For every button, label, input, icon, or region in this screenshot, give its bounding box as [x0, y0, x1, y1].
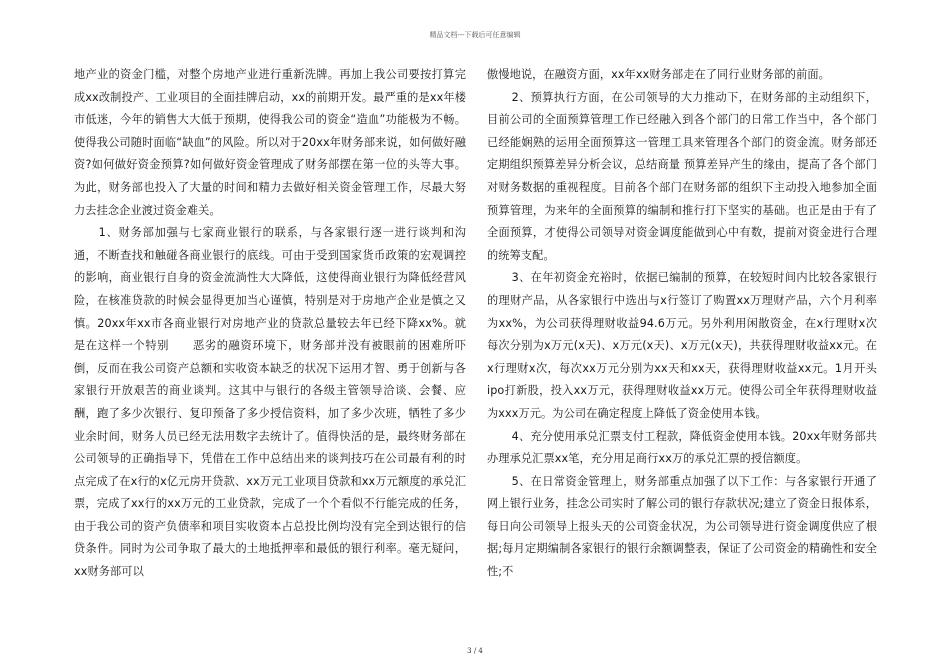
left-column: [74, 64, 466, 584]
page-number: 3 / 4: [467, 647, 483, 655]
right-column: [487, 64, 877, 584]
paragraph: 1、财务部加强与七家商业银行的联系，与各家银行逐一进行谈判和沟通，不断查找和触碰各商业银行的底线。可由于受到国家货币政策的宏观调控的影响，商业银行自身的资金流淌性大大降低，这使得商业银行为降低经营风险，在核准贷款的时候会显得更加当心谨慎，特别是对于房地产企业是慎之又慎。20xx年xx市各商业银行对房地产业的贷款总量较去年已经下降xx%。就是在这样一个特别 恶劣的融资环境下，财务部并没有被眼前的困难所吓倒，反而在我公司资产总额和实收资本缺乏的状况下运用才智、勇于创新与各家银行开放艰苦的商业谈判。这其中与银行的各级主管领导洽谈、会餐、应酬，跑了多少次银行、复印预备了多少授信资料，加了多少次班，牺牲了多少业余时间，财务人员已经无法用数字去统计了。值得快活的是，最终财务部在公司领导的正确指导下，凭借在工作中总结出来的谈判技巧在公司最有利的时点完成了在x行的x亿元房开贷款、xx万元工业项目贷款和xx万元额度的承兑汇票，完成了xx行的xx万元的工业贷款，完成了一个个看似不行能完成的任务，由于我公司的资产负债率和项目实收资本占总投比例均没有完全到达银行的信贷条件。同时为公司争取了最大的土地抵押率和最低的银行利率。毫无疑问，xx财务部可以: [74, 226, 466, 579]
paragraph: 地产业的资金门槛，对整个房地产业进行重新洗牌。再加上我公司要按打算完成xx改制投产、工业项目的全面挂牌启动，xx的前期开发。最严重的是xx年楼市低迷，今年的销售大大低于预期，使得我公司的资金“造血”功能极为不畅。使得我公司随时面临“缺血”的风险。所以对于20xx年财务部来说，如何做好融资?如何做好资金预算?如何做好资金管理成了财务部摆在第一位的头等大事。为此，财务部也投入了大量的时间和精力去做好相关资金管理工作，尽最大努力去挂念企业渡过资金难关。: [74, 68, 466, 217]
paragraph: 2、预算执行方面，在公司领导的大力推动下，在财务部的主动组织下，目前公司的全面预算管理工作已经融入到各个部门的日常工作当中，各个部门已经能娴熟的运用全面预算这一管理工具来管理各个部门的资金流。财务部还定期组织预算差异分析会议，总结商量 预算差异产生的缘由，提高了各个部门对财务数据的重视程度。目前各个部门在财务部的组织下主动投入地参加全面预算管理，为来年的全面预算的编制和推行打下坚实的基础。也正是由于有了全面预算，才使得公司领导对资金调度能做到心中有数，提前对资金进行合理的统筹支配。: [487, 90, 877, 262]
page-header: 精品文档---下载后可任意编辑: [429, 31, 521, 39]
paragraph: 3、在年初资金充裕时，依据已编制的预算，在较短时间内比较各家银行的理财产品，从各家银行中选出与x行签订了购置xx万理财产品，六个月利率为xx%，为公司获得理财收益94.6万元。另外利用闲散资金，在x行理财x次每次分别为x万元(x天)、x万元(x天)、x万元(x天)，共获得理财收益xx元。在x行理财x次，每次xx万元分别为xx天和xx天，获得理财收益xx元。1月开头ipo打新股，投入xx万元，获得理财收益xx万元。使得公司全年获得理财收益为xxx万元。为公司在确定程度上降低了资金使用本钱。: [487, 271, 877, 420]
paragraph: 傲慢地说，在融资方面，xx年xx财务部走在了同行业财务部的前面。: [487, 68, 830, 81]
paragraph: 4、充分使用承兑汇票支付工程款，降低资金使用本钱。20xx年财务部共办理承兑汇票xx笔，充分用足商行xx万的承兑汇票的授信额度。: [487, 429, 877, 466]
paragraph: 5、在日常资金管理上，财务部重点加强了以下工作：与各家银行开通了网上银行业务，挂念公司实时了解公司的银行存款状况;建立了资金日报体系，每日向公司领导上报头天的公司资金状况，为公司领导进行资金调度供应了根据;每月定期编制各家银行的银行余额调整表，保证了公司资金的精确性和安全性;不: [487, 474, 877, 579]
